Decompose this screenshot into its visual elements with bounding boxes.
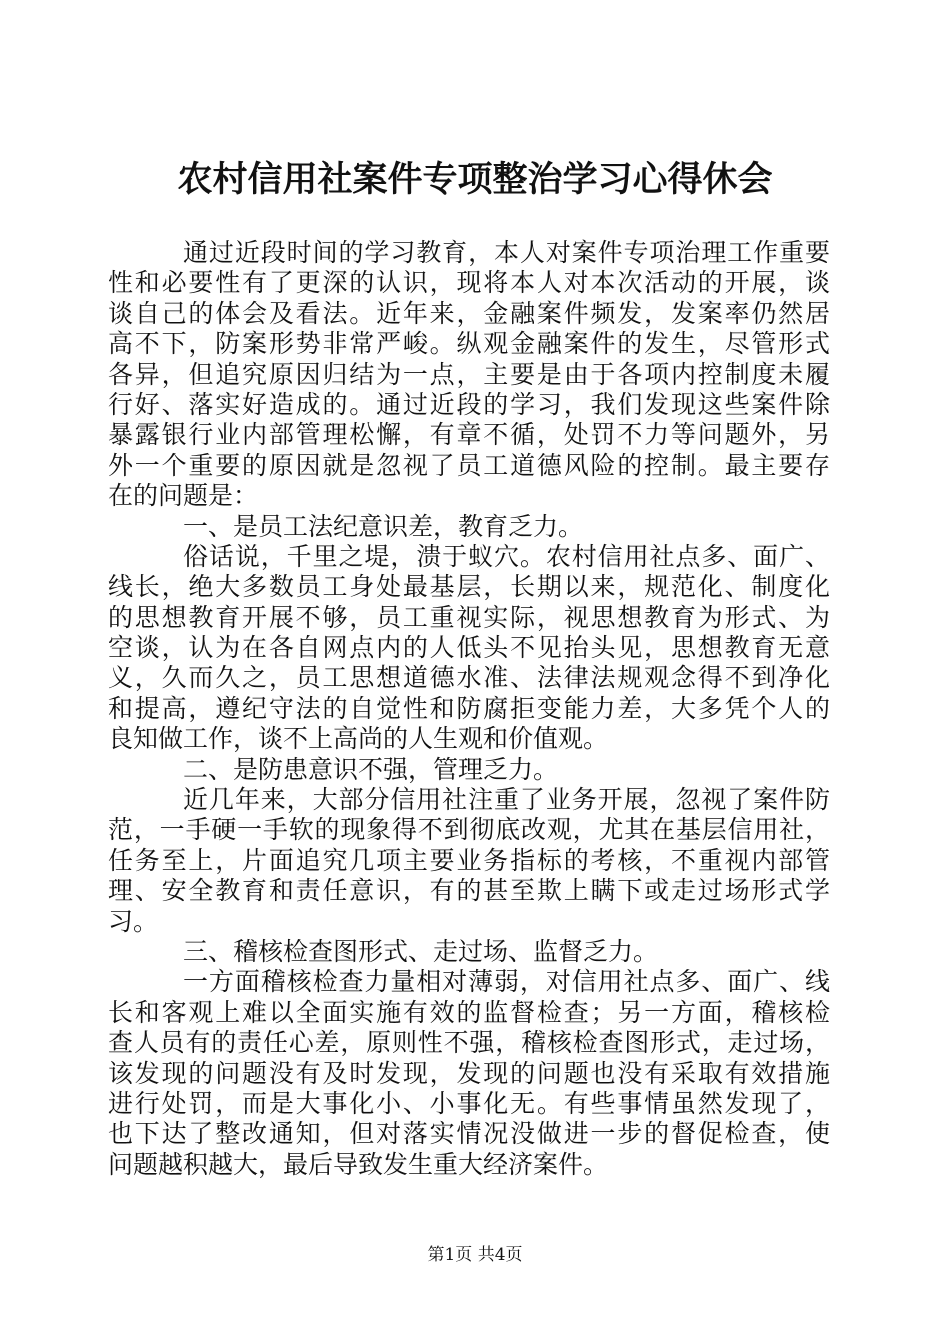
paragraph (108, 542, 830, 755)
paragraph (108, 785, 830, 937)
text-line: 一、是员工法纪意识差，教育乏力。 (183, 511, 584, 541)
paragraph (108, 238, 830, 512)
paragraph (108, 937, 830, 967)
text-line: 习。 (108, 906, 159, 936)
text-line: 空谈，认为在各自网点内的人低头不见抬头见，思想教育无意 (108, 633, 830, 663)
text-line: 长和客观上难以全面实施有效的监督检查；另一方面，稽核检 (108, 997, 830, 1027)
page-footer: 第1页 共4页 (427, 1245, 523, 1265)
text-line: 性和必要性有了更深的认识，现将本人对本次活动的开展，谈 (108, 268, 830, 298)
text-line: 各异，但追究原因归结为一点，主要是由于各项内控制度未履 (108, 359, 830, 389)
text-line: 问题越积越大，最后导致发生重大经济案件。 (108, 1149, 609, 1179)
text-line: 线长，绝大多数员工身处最基层，长期以来，规范化、制度化 (108, 572, 830, 602)
document-title: 农村信用社案件专项整治学习心得休会 (177, 159, 773, 200)
text-line: 良知做工作，谈不上高尚的人生观和价值观。 (108, 724, 609, 754)
text-line: 通过近段时间的学习教育，本人对案件专项治理工作重要 (183, 238, 830, 267)
text-line: 范，一手硬一手软的现象得不到彻底改观，尤其在基层信用社， (108, 815, 830, 845)
text-line: 近几年来，大部分信用社注重了业务开展，忽视了案件防 (183, 785, 830, 815)
paragraph (108, 512, 830, 542)
text-line: 义，久而久之，员工思想道德水准、法律法规观念得不到净化 (108, 663, 830, 693)
text-line: 和提高，遵纪守法的自觉性和防腐拒变能力差，大多凭个人的 (108, 693, 830, 723)
text-line: 高不下，防案形势非常严峻。纵观金融案件的发生，尽管形式 (108, 329, 830, 359)
text-line: 行好、落实好造成的。通过近段的学习，我们发现这些案件除 (108, 389, 830, 419)
text-line: 二、是防患意识不强，管理乏力。 (183, 754, 559, 784)
text-line: 暴露银行业内部管理松懈，有章不循，处罚不力等问题外，另 (108, 420, 830, 450)
text-line: 任务至上，片面追究几项主要业务指标的考核，不重视内部管 (108, 845, 830, 875)
text-line: 三、稽核检查图形式、走过场、监督乏力。 (183, 936, 659, 966)
text-line: 查人员有的责任心差，原则性不强，稽核检查图形式，走过场， (108, 1028, 830, 1058)
text-line: 谈自己的体会及看法。近年来，金融案件频发，发案率仍然居 (108, 298, 830, 328)
text-line: 外一个重要的原因就是忽视了员工道德风险的控制。最主要存 (108, 450, 830, 480)
text-line: 也下达了整改通知，但对落实情况没做进一步的督促检查，使 (108, 1119, 830, 1149)
text-line: 俗话说，千里之堤，溃于蚁穴。农村信用社点多、面广、 (183, 541, 830, 571)
paragraph (108, 967, 830, 1180)
text-line: 的思想教育开展不够，员工重视实际，视思想教育为形式、为 (108, 602, 830, 632)
text-line: 一方面稽核检查力量相对薄弱，对信用社点多、面广、线 (183, 967, 830, 997)
paragraph (108, 755, 830, 785)
text-line: 理、安全教育和责任意识，有的甚至欺上瞒下或走过场形式学 (108, 876, 830, 906)
text-line: 该发现的问题没有及时发现，发现的问题也没有采取有效措施 (108, 1058, 830, 1088)
document-body (108, 238, 830, 1180)
text-line: 进行处罚，而是大事化小、小事化无。有些事情虽然发现了， (108, 1088, 830, 1118)
text-line: 在的问题是： (108, 481, 259, 511)
